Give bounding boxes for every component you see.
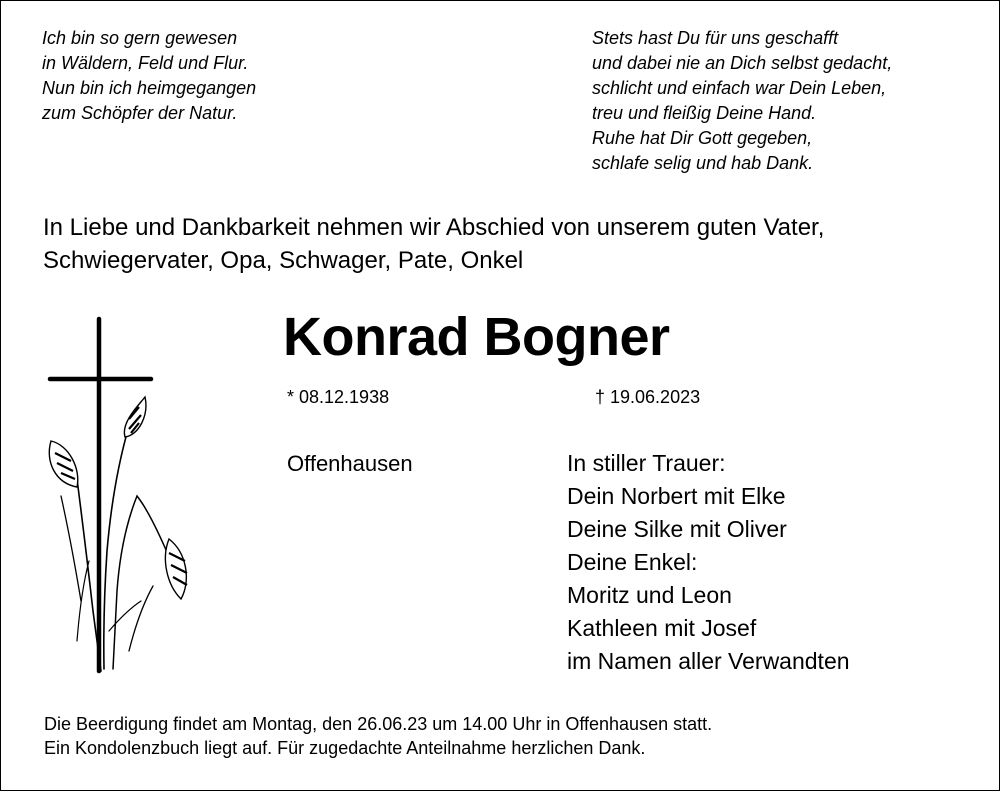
poem-right-line: Ruhe hat Dir Gott gegeben, <box>592 128 813 148</box>
mourner-line: Deine Silke mit Oliver <box>567 516 787 542</box>
funeral-line: Die Beerdigung findet am Montag, den 26.06.23 um 14.00 Uhr in Offenhausen statt. <box>44 714 713 734</box>
mourner-line: im Namen aller Verwandten <box>567 648 850 674</box>
mourner-line: Deine Enkel: <box>567 549 698 575</box>
poem-right-line: treu und fleißig Deine Hand. <box>592 103 817 123</box>
poem-right-line: Stets hast Du für uns geschafft <box>592 28 839 48</box>
mourner-line: In stiller Trauer: <box>567 450 726 476</box>
deceased-name: Konrad Bogner <box>283 307 670 367</box>
funeral-line: Ein Kondolenzbuch liegt auf. Für zugedachte Anteilnahme herzlichen Dank. <box>44 738 646 758</box>
intro-line: Schwiegervater, Opa, Schwager, Pate, Onkel <box>43 247 524 274</box>
mourner-line: Dein Norbert mit Elke <box>567 483 786 509</box>
birth-date: * 08.12.1938 <box>287 387 390 407</box>
poem-left-line: zum Schöpfer der Natur. <box>42 103 238 123</box>
cross-with-wheat-icon <box>41 311 201 676</box>
poem-left-line: Nun bin ich heimgegangen <box>42 78 257 98</box>
mourners-list <box>567 447 850 678</box>
hometown: Offenhausen <box>287 451 413 476</box>
mourner-line: Moritz und Leon <box>567 582 732 608</box>
poem-right-line: und dabei nie an Dich selbst gedacht, <box>592 53 893 73</box>
intro-line: In Liebe und Dankbarkeit nehmen wir Abschied von unserem guten Vater, <box>43 214 825 241</box>
poem-right <box>592 26 892 176</box>
poem-left <box>42 26 256 126</box>
mourner-line: Kathleen mit Josef <box>567 615 757 641</box>
poem-right-line: schlicht und einfach war Dein Leben, <box>592 78 887 98</box>
death-date: † 19.06.2023 <box>595 387 701 407</box>
poem-left-line: Ich bin so gern gewesen <box>42 28 238 48</box>
poem-left-line: in Wäldern, Feld und Flur. <box>42 53 249 73</box>
funeral-info <box>44 712 712 760</box>
intro-text <box>43 211 824 277</box>
poem-right-line: schlafe selig und hab Dank. <box>592 153 814 173</box>
